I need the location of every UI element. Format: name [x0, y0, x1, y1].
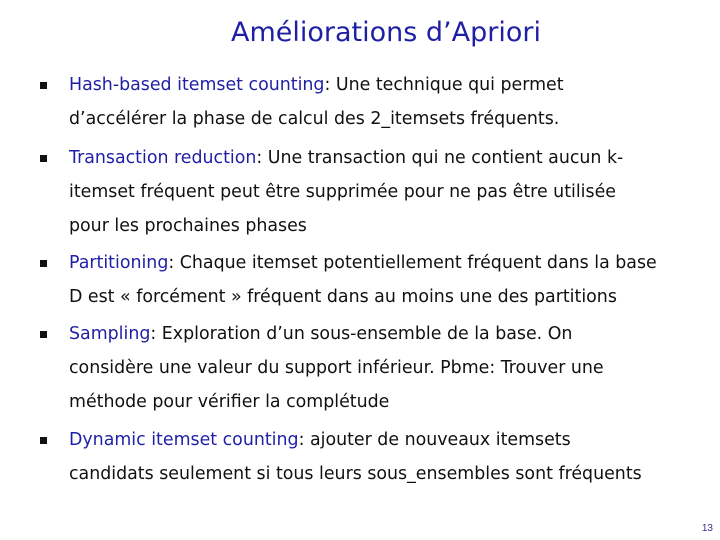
bullet-description: : Une transaction qui ne contient aucun k- itemset fréquent peut être supprimée pour ne pas être utilisée pour les prochaines phases — [69, 148, 624, 236]
bullet-text — [69, 68, 699, 136]
bullet-description: : ajouter de nouveaux itemsets candidats seulement si tous leurs sous_ensembles sont fréquents — [69, 430, 642, 484]
bullet-text — [69, 246, 699, 314]
page-number: 13 — [701, 523, 713, 534]
bullet-text — [69, 423, 699, 491]
bullet-text — [69, 317, 699, 419]
bullet-description: : Exploration d’un sous-ensemble de la base. On considère une valeur du support inférieur. Pbme: Trouver une méthode pour vérifier la complétude — [69, 324, 604, 412]
bullet-description: : Une technique qui permet d’accélérer la phase de calcul des 2_itemsets fréquents. — [69, 75, 564, 129]
bullet-term: Partitioning — [69, 253, 169, 273]
square-bullet-icon — [40, 437, 47, 444]
square-bullet-icon — [40, 260, 47, 267]
bullet-term: Dynamic itemset counting — [69, 430, 299, 450]
square-bullet-icon — [40, 82, 47, 89]
bullet-text — [69, 141, 699, 243]
bullet-description: : Chaque itemset potentiellement fréquent dans la base D est « forcément » fréquent dans au moins une des partitions — [69, 253, 657, 307]
bullet-term: Transaction reduction — [69, 148, 257, 168]
square-bullet-icon — [40, 155, 47, 162]
slide-title: Améliorations d’Apriori — [231, 17, 541, 48]
bullet-term: Hash-based itemset counting — [69, 75, 325, 95]
square-bullet-icon — [40, 331, 47, 338]
bullet-term: Sampling — [69, 324, 151, 344]
